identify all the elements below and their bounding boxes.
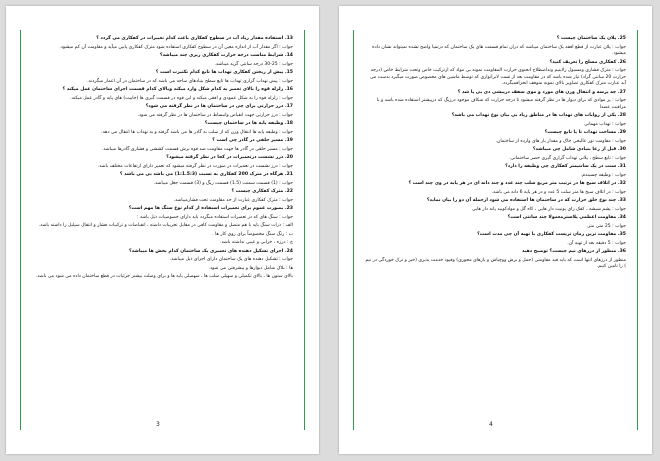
answer-line: جواب : مترک کفکاری عبارت از حد مقاومت تحت فشارمیباشد. (173, 197, 293, 203)
page-number-right: 4 (489, 421, 493, 428)
answer-line: جواب : تابع سطح ، پلانی تهداب گزاری گیری حصر ساختمانی. (509, 155, 626, 161)
answer-line: جواب : پر موادی که برای دیوار ها در نظر گرفته میشود تا درجه حرارت که شکاف موجود درزیگ که درپیشتر استفاده شده باشد و با مراقبت عضدا (376, 98, 626, 110)
question-line: 17. درز حرارتی برای چی در ساختمان ها در نظر گرفته می شود؟ (145, 104, 293, 109)
question-line: 21. هرگاه در مترک 200 کفکاری به نسبت (1:1.5:3) می باشد بی می باشد ؟ (119, 172, 293, 177)
answer-line: ب : رنگ سنگ مخصوصاً برای روی کار ها . (212, 231, 293, 237)
question-line: 20. درز نشست درتعمیرات در کجا در نظر گرفته میشود؟ (166, 155, 293, 160)
answer-line: جواب : مقاومت نور عالیحی خاک و مقدار بار های وارده از ساختمان. (495, 138, 626, 144)
question-line: 22. مترک کفکاری چیست ؟ (231, 189, 293, 194)
question-line: 19. مسیر حلقی در گادر چی است ؟ (212, 138, 293, 143)
answer-line: جواب : پشم شیشه ، کفک زای یونیت دار هایی ، کاه گل و موادکوبید پانه دار هایی (472, 206, 626, 212)
question-line: 15. پیش از ریختن کفکاری تهداب ها تابع کدام تکثیرت است ؟ (155, 70, 293, 75)
answer-line: جواب : وظیفه چسبندم. (580, 172, 626, 178)
answer-line: جواب : زلزله قوه را به شکل عمودی و افقی میکند و این قوه در قسمت گیری ها (جاییت) های پایه و گادر عمل میکند. (70, 95, 293, 101)
question-line: 36. منظور از درزهای نیم چیست؟ توضیح دهید (522, 249, 626, 254)
document-page-right (339, 6, 652, 454)
question-line: 25. پلان یک ساختمان چیست ؟ (556, 36, 626, 41)
answer-line: منظور از درزهای انتها است که باید قید مفاومتی (حمل و برش ووچیاش و بارهای محوری) وقیود خدمت پذیری (خیز و ترک خوردگی در نیم ) را تامین کنیم. (365, 257, 626, 269)
answer-line: جواب : 25-30 درجه سانتی گرید میباشد. (214, 61, 293, 67)
question-line: 35. مقاومت ترین زمان تریست کفکاری یا تهیه آن چی مدت است؟ (477, 232, 626, 237)
answer-line: جواب : (1) قسمت سمنت (1.5) قسمت ریگ و (3) قسمت جغل میباشد. (153, 180, 293, 186)
answer-line: جواب : در اتلاف سیخ ها متر سلب 5 عدد و در هر پایه 6 دانه می باشد. (491, 189, 626, 195)
answer-line: جواب : پلان عبارت از قطع افقه یک ساختمان میباشد که دران تمام قسمت های یک ساختمان که درتمیا واضح نشده نمیتواند نشان داده میشود. (372, 44, 626, 56)
question-line: 27. چه پرسه و انتقال وزن های مورد و موی سقف درپیشی دی بی پا شد ؟ (457, 89, 626, 95)
answer-line: ج : درزه ، خرابی و عیبی نداشته باشد. (220, 240, 293, 245)
answer-line: جواب : درز نشست در تعمیرات در صورت در نظر گرفته میشود که تعمیر دارای ارتفاعات مختلف باشد. (97, 163, 293, 169)
question-line: 33. چند نوع خلق حرارت که در ساختمان ها استفاده می شود ازجمله آن دو را بیان نماید؟ (426, 198, 626, 203)
question-line: 30. قبل از رعا بنیادی شامل چی میباشد؟ (532, 147, 626, 152)
answer-line: جواب : وظیفه پایه ها انتقال وزن که از سلب به گادر ها می باشد گرفته و به تهداب ها انتقال می دهد. (101, 129, 293, 135)
page-number-left: 3 (156, 421, 160, 428)
answer-line: ها : بلاک شامل دیوارها و پیشرفتی می شود. (208, 265, 293, 271)
question-line: 14. شرایط مناسب درجه حرارت کفکاری ریزی چند میباشد؟ (159, 53, 293, 58)
answer-line: جواب : درز حرارتی جهت انقباض وانبساط در ساختمان ها در نظر گرفته می شود. (137, 112, 293, 118)
answer-line: جواب : اگر مقدار آب از اندازه معین آن در سطوح کفکاری استفاده شود مترک کفکاری پایین میآید و مقاومت آن کم میشود. (59, 44, 293, 50)
answer-line: جواب : 25 متی متر. (586, 223, 626, 229)
question-line: 26. کفکاری مسلح را تعریف کنید؟ (549, 59, 626, 65)
question-line: 13. استفاده مقدار زیاد آب در سطوح کفکاری باعث کدام تغییرات در کفکاری می گردد ؟ (96, 36, 293, 41)
answer-line: جواب : پیش تهداب گزاری تهداب ها تابع سطح بنیادهای ساحه می باشد که در ساختمان در آن اعمار میگردند. (87, 78, 293, 84)
answer-line: جواب : 5 دقیقه بعد از تهیه آن. (567, 240, 626, 246)
answer-line: جواب : تهداب مهمانی (584, 121, 626, 127)
question-line: 18. وظیفه پایه ها در ساختمان چیست؟ (204, 121, 293, 126)
answer-line: جواب : تشکیل دهنده های یک ساختمان دارای اجزای ذیل میباشد. (169, 257, 293, 262)
question-line: 24. اجزای تشکیل دهنده های تعمیری یک ساختمان کدام بخش ها میباشد؟ (128, 248, 293, 254)
question-line: 29. مساحت تهداب تا پا تابع چیست؟ (544, 130, 626, 135)
question-line: 31. سنت در یک سانتیمتر کفکاری چی وظیفه را دارد؟ (505, 164, 626, 169)
answer-line: الف : ذرات سنگ باید با هم متصل و مقاومت کافی در مقابل تخریبات داشته ، انقباضات و ترکیبات فشار و انتقال سیلیل را داشته باشد. (38, 223, 293, 228)
page-text-left (32, 36, 293, 283)
page-text-right (365, 36, 626, 273)
answer-line: بالای ستون ها ، بالای تکمیلی و سهیلی سلب ها ، سهمیلی پایه ها و برای وصلت بیشتر جزئیات در قطع ساختمان داده می شود می باشد. (35, 274, 293, 279)
answer-line: جواب : سنگ های که در تعمیرات استفاده میگردد باید دارای خصوصیات ذیل باشد : (136, 214, 293, 220)
question-line: 23. بصورت عموم برای تعمیرات استفاده از کدام نوع سنگ ها مهم است؟ (128, 206, 293, 211)
document-page-left (6, 6, 319, 454)
answer-line: جواب : مسیر حلقی در گادر ها جهت مقاومت ضد قوه برش قسمت کششی و فشاری گادرها میباشد. (101, 146, 293, 152)
answer-line: جواب : مترک فشاری ومسیول رلایتیم ونداصطلاح انحنوی حرارت المقاومت نمونه بی مواد که ازترکیب خاص وتحت شرایط خاص (درجه حرارت 20 سانتی گراد) تیار شده باشد که در مقاومت بعد از تست لابراتواری که توسط ماشین های مخصوص صورت میگیرد بدست می آید عبارت مترک کفکاری تصاویر بالای نمونه متوقف انحرافمیگردد. (369, 68, 626, 86)
question-line: 34. مقاومت اعظمی پلاسترمعمولا چند سانتی است؟ (507, 215, 626, 220)
question-line: 16. زلزله قوه را بالای تعمیر به کدام شکل وارد میکند وبالای کدام قسمت اجزای ساختمان عمل میکند ؟ (62, 87, 293, 92)
question-line: 32. در اتلاف سیخ ها در ترتیب متر مربع سلب چند عدد و چند دانه ای در هر پایه در وی چند است ؟ (408, 181, 626, 186)
question-line: 28. یکی از روایات های تهداب ها در مناطق زیاد بی بیان نوع تهداب می باشد؟ (451, 113, 626, 118)
